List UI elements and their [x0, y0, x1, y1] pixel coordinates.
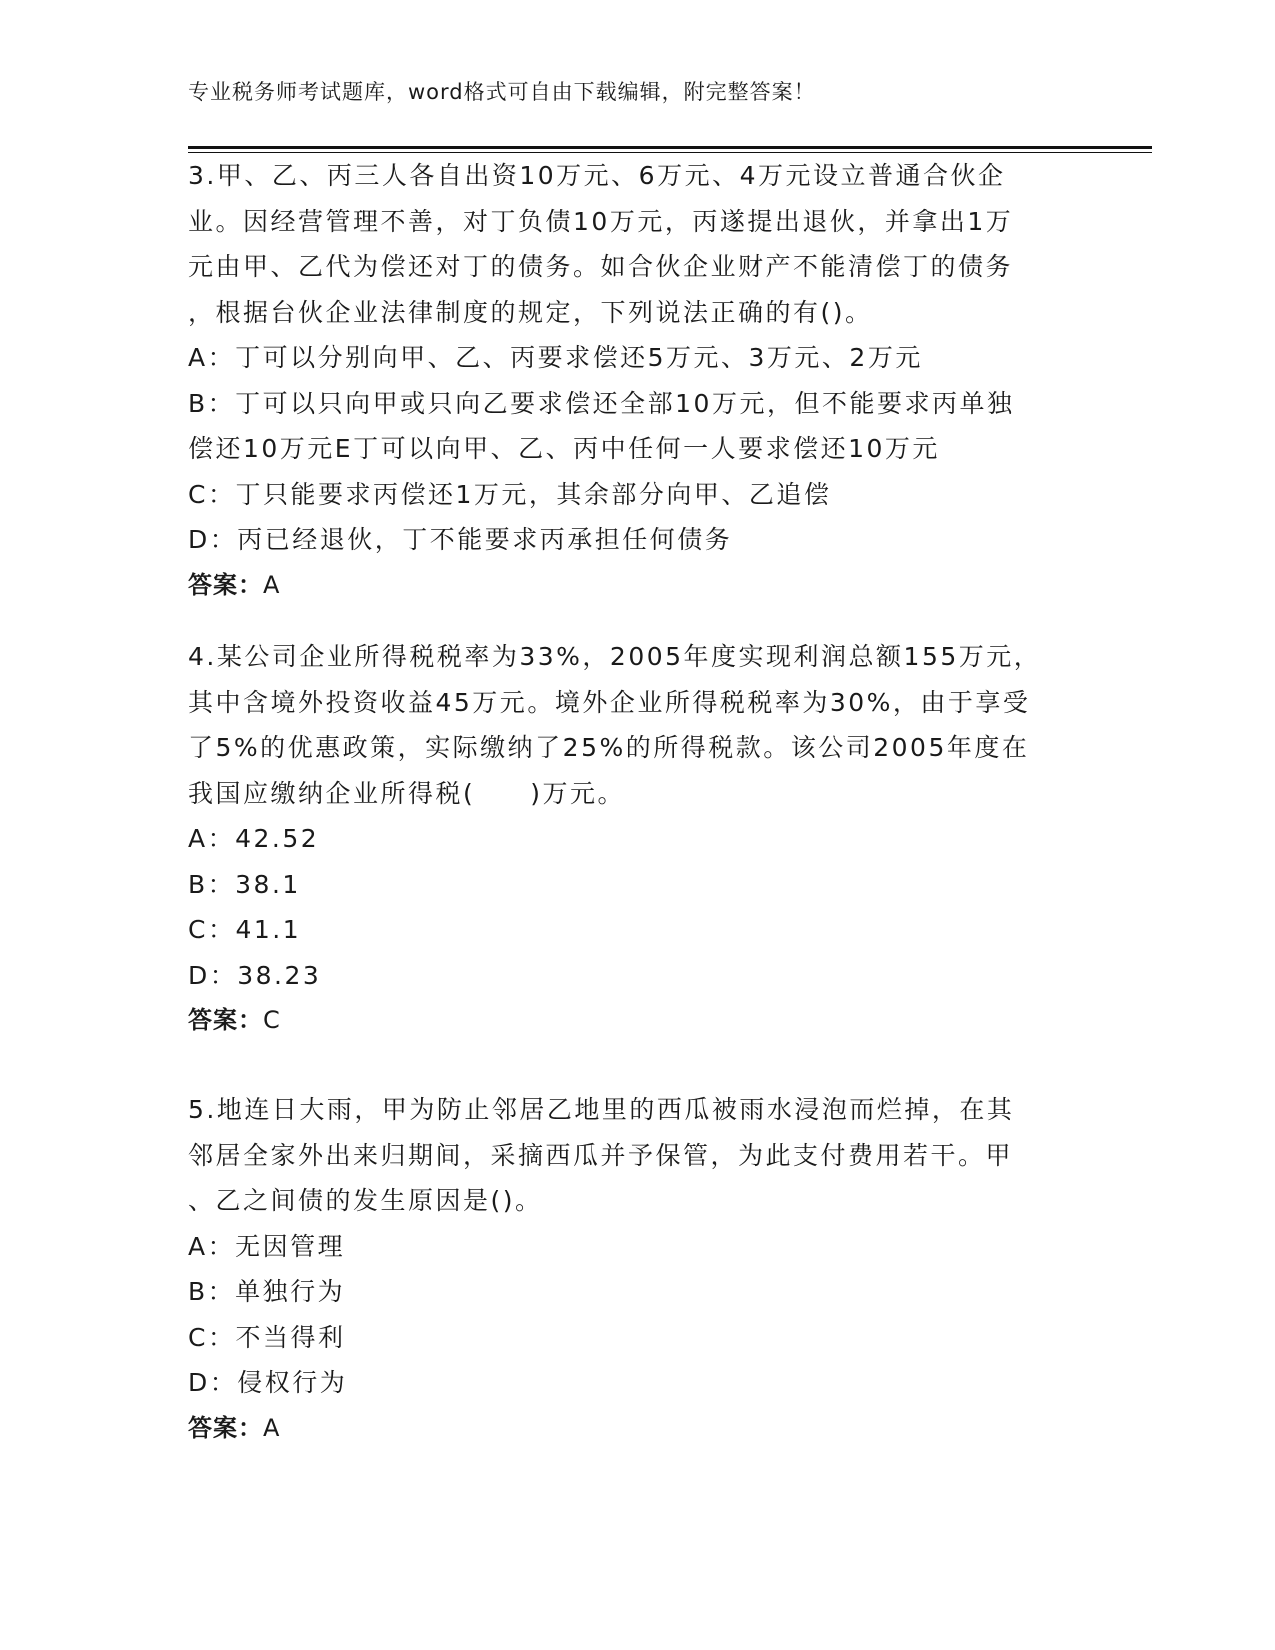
- answer-line: [188, 1406, 1088, 1452]
- option-a: A：丁可以分别向甲、乙、丙要求偿还5万元、3万元、2万元: [188, 343, 923, 372]
- answer-label: 答案：: [188, 1413, 263, 1442]
- option-b: B：38.1: [188, 869, 301, 899]
- question-text-line: 我国应缴纳企业所得税( )万元。: [188, 778, 626, 808]
- answer-label: 答案：: [188, 1006, 263, 1034]
- option-b: B：单独行为: [188, 1277, 346, 1306]
- option-a: A：无因管理: [188, 1231, 346, 1261]
- option-b: B：丁可以只向甲或只向乙要求偿还全部10万元，但不能要求丙单独: [188, 388, 1015, 418]
- answer-line: [188, 998, 1088, 1044]
- option-c: C：41.1: [188, 915, 302, 944]
- answer-value: A: [263, 1413, 281, 1442]
- question-text-line: 、乙之间债的发生原因是()。: [188, 1186, 543, 1215]
- answer-value: C: [263, 1006, 281, 1034]
- question-3: [188, 153, 1088, 608]
- option-c: C：丁只能要求丙偿还1万元，其余部分向甲、乙追偿: [188, 479, 832, 509]
- question-text-line: 其中含境外投资收益45万元。境外企业所得税税率为30%，由于享受: [188, 687, 1031, 717]
- question-text-line: 4.某公司企业所得税税率为33%，2005年度实现利润总额155万元，: [188, 642, 1042, 671]
- question-text-line: 3.甲、乙、丙三人各自出资10万元、6万元、4万元设立普通合伙企: [188, 161, 1006, 190]
- question-text-line: ，根据台伙企业法律制度的规定，下列说法正确的有()。: [188, 297, 873, 327]
- answer-label: 答案：: [188, 570, 263, 599]
- question-text-line: 元由甲、乙代为偿还对丁的债务。如合伙企业财产不能清偿丁的债务: [188, 252, 1014, 281]
- question-5: [188, 1087, 1088, 1451]
- option-b-continued: 偿还10万元E丁可以向甲、乙、丙中任何一人要求偿还10万元: [188, 434, 940, 463]
- answer-line: [188, 563, 1088, 609]
- answer-value: A: [263, 570, 281, 599]
- option-d: D：丙已经退伙，丁不能要求丙承担任何债务: [188, 525, 733, 554]
- question-text-line: 5.地连日大雨，甲为防止邻居乙地里的西瓜被雨水浸泡而烂掉，在其: [188, 1095, 1015, 1124]
- option-d: D：侵权行为: [188, 1368, 348, 1397]
- page-header: 专业税务师考试题库，word格式可自由下载编辑，附完整答案！: [188, 80, 816, 104]
- question-text-line: 业。因经营管理不善，对丁负债10万元，丙遂提出退伙，并拿出1万: [188, 206, 1014, 236]
- header-rule-thick: [188, 146, 1152, 149]
- option-c: C：不当得利: [188, 1322, 346, 1352]
- question-text-line: 了5%的优惠政策，实际缴纳了25%的所得税款。该公司2005年度在: [188, 733, 1030, 762]
- option-a: A：42.52: [188, 824, 320, 853]
- question-4: [188, 634, 1088, 1044]
- option-d: D：38.23: [188, 960, 322, 990]
- question-text-line: 邻居全家外出来归期间，采摘西瓜并予保管，为此支付费用若干。甲: [188, 1140, 1014, 1170]
